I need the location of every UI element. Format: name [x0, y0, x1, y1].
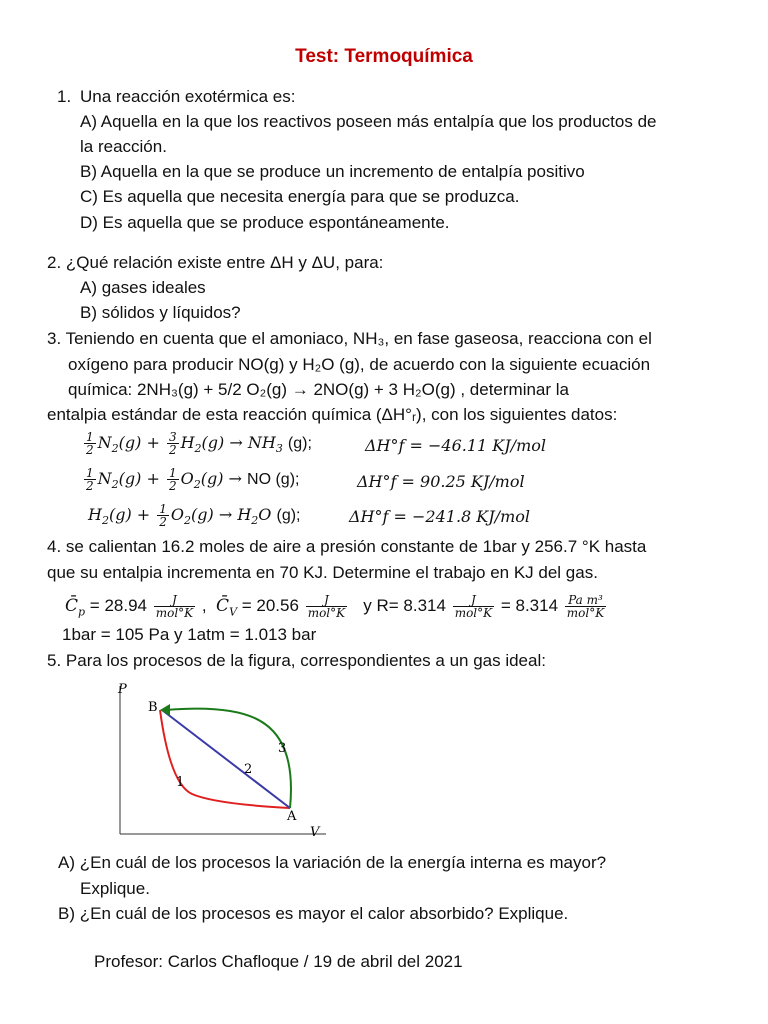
r-unit-den: mol°K: [454, 606, 493, 620]
q1-stem: Una reacción exotérmica es:: [80, 87, 296, 106]
q3-line2: oxígeno para producir NO(g) y H₂O (g), de acuerdo con la siguiente ecuación: [68, 355, 651, 374]
pv-diagram: [110, 676, 340, 846]
q1-option-c: C) Es aquella que necesita energía para que se produzca.: [80, 187, 520, 206]
cp-value: = 28.94: [89, 595, 147, 615]
q5-option-a-line2: Explique.: [80, 879, 150, 898]
q3-equation-1: $\frac{1}{2}$ $N_2(g)$ + $\frac{3}{2}$ $H_2(g) \to NH_3$ (g);: [86, 430, 312, 457]
q5-option-a-line1: A) ¿En cuál de los procesos la variación de la energía interna es mayor?: [58, 853, 607, 872]
r-unit2-num: Pa m³: [565, 594, 606, 607]
point-b-label: B: [148, 700, 158, 715]
q2-stem: 2. ¿Qué relación existe entre ΔH y ΔU, para:: [47, 253, 384, 272]
q4-line2: que su entalpia incrementa en 70 KJ. Determine el trabajo en KJ del gas.: [47, 563, 598, 582]
v-axis-label: V: [310, 825, 320, 840]
q1-option-a-line1: A) Aquella en la que los reactivos poseen más entalpía que los productos de: [80, 112, 657, 131]
q3-line3: química: 2NH₃(g) + 5/2 O₂(g) → 2NO(g) + 3 H₂O(g) , determinar la: [68, 380, 569, 399]
q1-option-a-line2: la reacción.: [80, 137, 167, 156]
process-2-label: 2: [244, 762, 253, 777]
process-3-label: 3: [278, 741, 287, 756]
q3-equation-1-value: ΔH°f = −46.11 KJ/mol: [365, 436, 546, 455]
q3-equation-3-value: ΔH°f = −241.8 KJ/mol: [349, 507, 530, 526]
process-2-path: [162, 710, 290, 808]
q1-option-b: B) Aquella en la que se produce un incremento de entalpía positivo: [80, 162, 585, 181]
r-label: y R= 8.314: [363, 595, 446, 615]
cv-symbol: $C̄_V$: [216, 595, 238, 619]
q3-equation-2: $\frac{1}{2}$ $N_2(g)$ + $\frac{1}{2}$ $O_2(g)$ → NO (g);: [86, 466, 300, 493]
r-value-2: = 8.314: [500, 595, 559, 615]
cv-unit-num: J: [306, 594, 347, 607]
cp-unit-den: mol°K: [155, 606, 194, 620]
q5-stem: 5. Para los procesos de la figura, correspondientes a un gas ideal:: [47, 651, 546, 670]
cp-symbol: $C̄_p$: [65, 595, 86, 619]
q4-line1: 4. se calientan 16.2 moles de aire a presión constante de 1bar y 256.7 °K hasta: [47, 537, 647, 556]
cp-unit-num: J: [154, 594, 195, 607]
q2-option-b: B) sólidos y líquidos?: [80, 303, 241, 322]
process-3-path: [166, 709, 291, 808]
q1-option-d: D) Es aquella que se produce espontáneamente.: [80, 213, 450, 232]
q4-constants: $C̄_p = 28.94$ $\frac{J}{\text{mol°K}}$ , $C̄_V = 20.56$ $\frac{J}{\text{mol°K}}$ y R= 8.314 $\frac{J}{\text{mol°K}}$ = 8.314 $\frac{\text{Pa m³}}{\text{mol°K}}$: [65, 593, 605, 620]
p-axis-label: P: [118, 682, 127, 697]
q4-conversion: 1bar = 105 Pa y 1atm = 1.013 bar: [62, 625, 317, 644]
cv-value: = 20.56: [241, 595, 299, 615]
point-a-label: A: [287, 809, 297, 824]
q1-number: 1.: [57, 87, 72, 106]
r-unit2-den: mol°K: [566, 606, 605, 620]
q3-line4: entalpia estándar de esta reacción química (ΔH°ᵣ), con los siguientes datos:: [47, 405, 618, 424]
q3-line1: 3. Teniendo en cuenta que el amoniaco, NH₃, en fase gaseosa, reacciona con el: [47, 329, 652, 348]
r-unit-num: J: [453, 594, 494, 607]
cv-unit-den: mol°K: [307, 606, 346, 620]
q2-option-a: A) gases ideales: [80, 278, 206, 297]
process-1-label: 1: [176, 775, 185, 790]
q3-equation-3: $H_2(g)$ + $\frac{1}{2}$ $O_2(g) \to H_2O$ (g);: [88, 502, 301, 529]
footer-author-date: Profesor: Carlos Chafloque / 19 de abril del 2021: [94, 952, 463, 971]
q5-option-b: B) ¿En cuál de los procesos es mayor el calor absorbido? Explique.: [58, 904, 569, 923]
q3-equation-2-value: ΔH°f = 90.25 KJ/mol: [357, 472, 525, 491]
page-title: Test: Termoquímica: [295, 46, 473, 67]
